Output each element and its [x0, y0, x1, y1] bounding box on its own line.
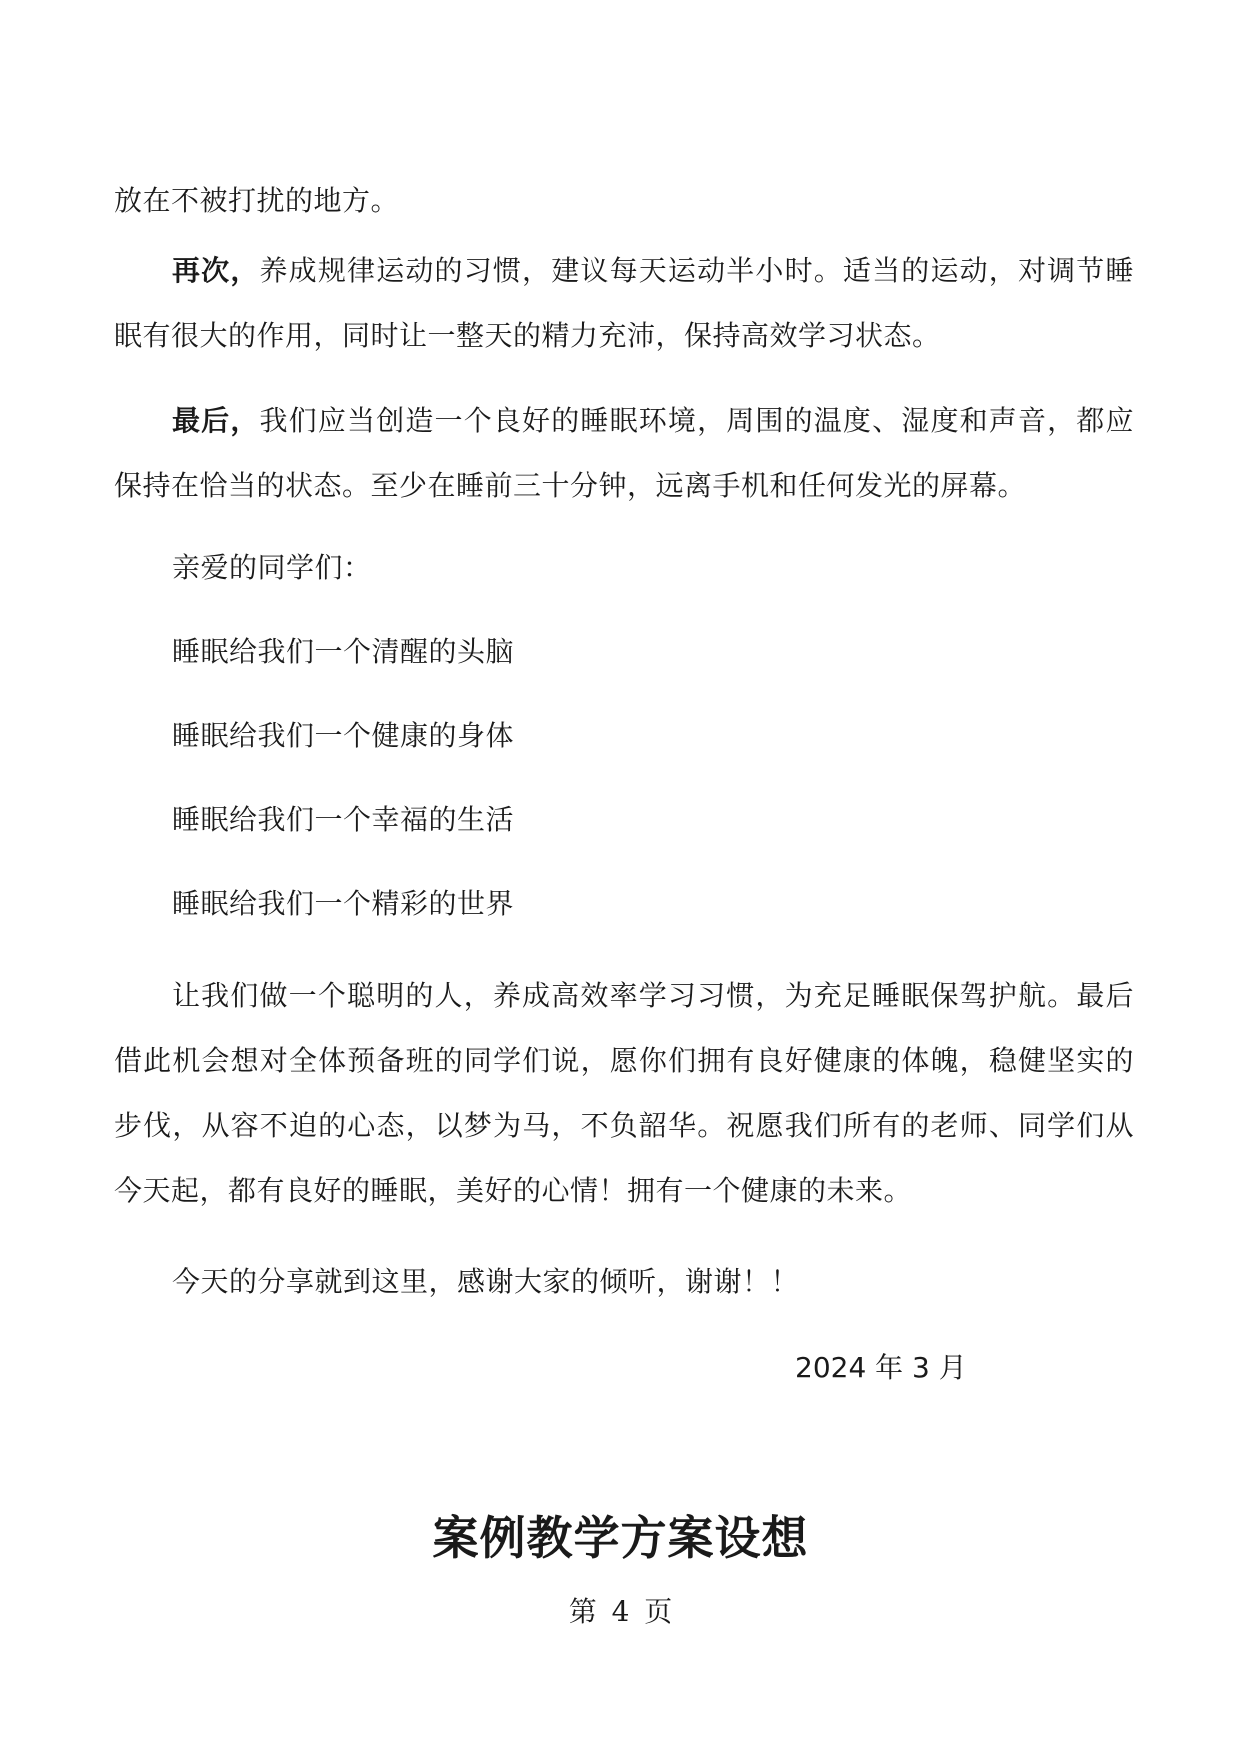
- paragraph-text: 养成规律运动的习惯，建议每天运动半小时。适当的运动，对调节睡眠有很大的作用，同时让一整天的精力充沛，保持高效学习状态。: [114, 254, 1134, 352]
- paragraph-conclusion: 让我们做一个聪明的人，养成高效率学习习惯，为充足睡眠保驾护航。最后借此机会想对全体预备班的同学们说，愿你们拥有良好健康的体魄，稳健坚实的步伐，从容不迫的心态，以梦为马，不负韶华。祝愿我们所有的老师、同学们从今天起，都有良好的睡眠，美好的心情！拥有一个健康的未来。: [114, 979, 1134, 1207]
- paragraph-lead: 再次，: [172, 254, 260, 287]
- paragraph-continuation: 放在不被打扰的地方。: [114, 184, 400, 217]
- paragraph-exercise: [114, 238, 1134, 368]
- paragraph-environment: [114, 388, 1134, 518]
- poem-line: 睡眠给我们一个健康的身体: [172, 719, 515, 752]
- section-heading: 案例教学方案设想: [432, 1511, 809, 1565]
- document-date: 2024 年 3 月: [795, 1351, 967, 1384]
- closing-line: 今天的分享就到这里，感谢大家的倾听，谢谢！！: [172, 1265, 800, 1298]
- paragraph-lead: 最后，: [172, 404, 260, 437]
- poem-line: 睡眠给我们一个精彩的世界: [172, 887, 515, 920]
- page-number: 第 4 页: [568, 1595, 673, 1628]
- paragraph-text: 我们应当创造一个良好的睡眠环境，周围的温度、湿度和声音，都应保持在恰当的状态。至少在睡前三十分钟，远离手机和任何发光的屏幕。: [114, 404, 1134, 502]
- poem-line: 睡眠给我们一个幸福的生活: [172, 803, 515, 836]
- poem-line: 睡眠给我们一个清醒的头脑: [172, 635, 515, 668]
- salutation: 亲爱的同学们：: [172, 551, 372, 584]
